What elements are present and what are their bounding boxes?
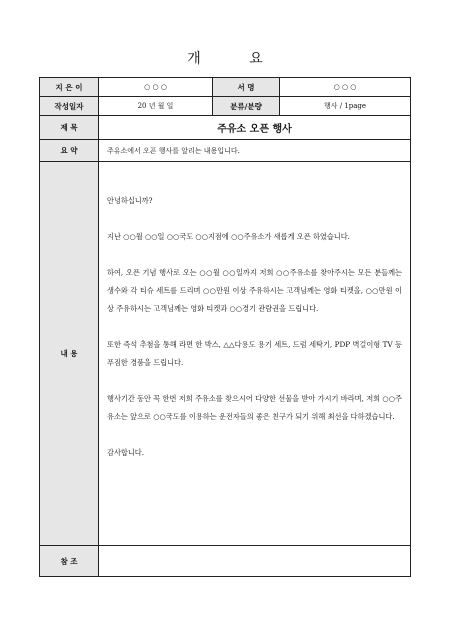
document-title: 개 요 [187,51,285,67]
content-paragraph: 지난 ○○월 ○○일 ○○국도 ○○지점에 ○○주유소가 새롭게 오픈 하였습니다. [107,232,350,241]
signature-value[interactable]: ○ ○ ○ [280,78,411,97]
content-paragraph: 행사기간 동안 꼭 한번 저희 주유소를 찾으시어 다양한 선물을 받아 가시기 바라며, 저희 ○○주유소는 앞으로 ○○국도를 이용하는 운전자들의 좋은 친구가 되기 위해 최선을 다하겠습니다. [107,394,402,421]
content-paragraph: 감사합니다. [107,448,145,457]
content-paragraph: 하여, 오픈 기념 행사로 오는 ○○월 ○○일까지 저희 ○○주유소를 찾아주시는 모든 분들께는 생수와 각 티슈 세트를 드리며 ○○만원 이상 주유하시는 고객님께는 영화 티켓을, ○○만원 이상 주유하시는 고객님께는 영화 티켓과 ○○경기 관람권을 드립니다. [107,268,402,313]
summary-value[interactable]: 주유소에서 오픈 행사를 알리는 내용입니다. [99,140,411,162]
subject-value[interactable]: 주유소 오픈 행사 [99,116,411,140]
content-paragraph: 안녕하십니까? [107,196,153,205]
reference-label: 참 조 [40,546,99,577]
author-label: 지 은 이 [40,78,99,97]
category-value[interactable]: 행사 / 1page [280,97,411,116]
date-value[interactable]: 20 년 월 일 [99,97,213,116]
content-label: 내 용 [40,162,99,546]
author-value[interactable]: ○ ○ ○ [99,78,213,97]
overview-form [39,77,411,577]
signature-label: 서 명 [213,78,280,97]
content-paragraph: 또한 즉석 추첨을 통해 라면 한 박스, △△다용도 용기 세트, 드럼 세탁기, PDP 벽걸이형 TV 등 푸짐한 경품을 드립니다. [107,340,402,367]
summary-label: 요 약 [40,140,99,162]
category-label: 분류/분량 [213,97,280,116]
reference-value[interactable] [99,546,411,577]
subject-label: 제 목 [40,116,99,140]
date-label: 작성일자 [40,97,99,116]
content-body[interactable] [99,162,411,546]
